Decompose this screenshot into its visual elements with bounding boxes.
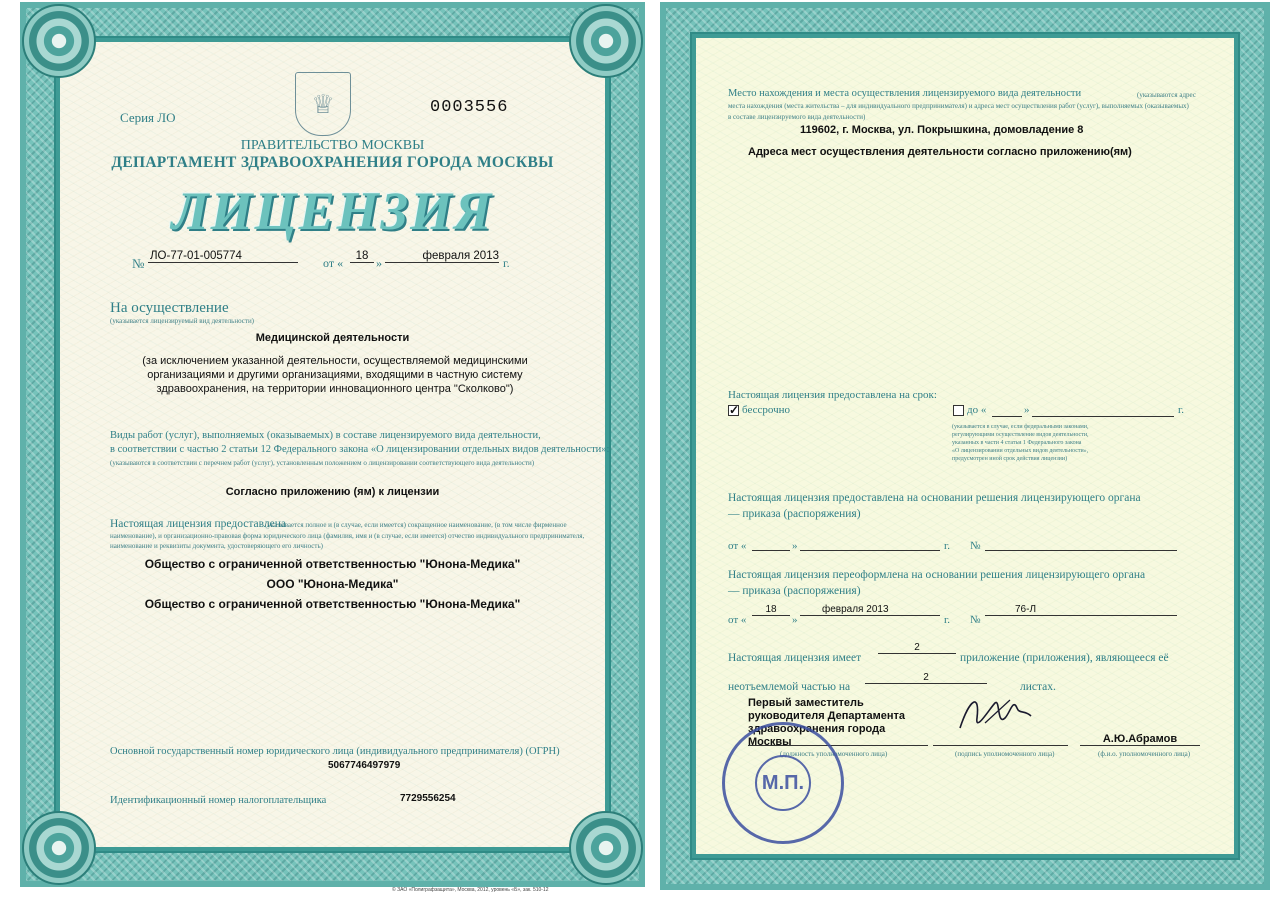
- series-label: Серия ЛО: [120, 110, 176, 125]
- license-number: ЛО-77-01-005774: [148, 250, 298, 263]
- basis-number-field[interactable]: [985, 538, 1177, 551]
- official-seal-icon: [722, 722, 844, 844]
- basis-date-prefix: от «: [728, 540, 747, 552]
- date-close: »: [376, 256, 382, 270]
- reissue-heading-line-1: Настоящая лицензия переоформлена на основании решения лицензирующего органа: [728, 569, 1146, 581]
- appendix-text-1: Настоящая лицензия имеет: [728, 652, 862, 664]
- granted-heading: Настоящая лицензия предоставлена: [110, 518, 286, 530]
- term-note-line-3: указанных в части 4 статьи 1 Федерального закона: [952, 440, 1082, 446]
- reissue-number-label: №: [970, 614, 981, 626]
- term-note: [952, 423, 1152, 463]
- signature-note: (подпись уполномоченного лица): [955, 750, 1055, 758]
- name-note: (ф.и.о. уполномоченного лица): [1098, 750, 1191, 758]
- term-note-line-2: регулирующими осуществление видов деятельности,: [952, 432, 1089, 438]
- location-note-2: места нахождения (места жительства – для индивидуального предпринимателя) и адреса мест осуществления работ (услуг), выполняемых (оказываемых): [728, 102, 1189, 110]
- basis-number-label: №: [970, 540, 981, 552]
- appendix-text-2: приложение (приложения), являющееся её: [960, 652, 1169, 664]
- appendix-text-3: неотъемлемой частью на: [728, 681, 851, 693]
- term-indefinite-checkbox[interactable]: ✓: [729, 403, 740, 417]
- appendix-count: 2: [878, 642, 956, 654]
- number-prefix: №: [132, 256, 145, 271]
- term-indefinite-label: бессрочно: [742, 404, 791, 416]
- signer-position: Первый заместитель руководителя Департамента здравоохранения города Москвы: [748, 697, 906, 748]
- basis-heading-line-1: Настоящая лицензия предоставлена на основании решения лицензирующего органа: [728, 492, 1141, 504]
- location-heading: Место нахождения и места осуществления лицензируемого вида деятельности: [728, 88, 1082, 99]
- location-note-3: в составе лицензируемого вида деятельности): [728, 113, 866, 121]
- basis-year-suffix: г.: [944, 540, 951, 552]
- term-until-prefix: до «: [967, 404, 987, 416]
- signature-line: [933, 745, 1068, 746]
- reissue-date-prefix: от «: [728, 614, 747, 626]
- term-until-month-field[interactable]: [1032, 404, 1174, 417]
- granted-note-1: (указывается полное и (в случае, если имеется) сокращенное наименование, (в том числе фирменное: [265, 521, 567, 529]
- position-note: (должность уполномоченного лица): [780, 750, 888, 758]
- addresses-note: Адреса мест осуществления деятельности согласно приложению(ям): [748, 146, 1132, 158]
- license-day: 18: [350, 250, 374, 263]
- works-value: Согласно приложению (ям) к лицензии: [225, 486, 440, 498]
- basis-date-close: »: [792, 540, 798, 552]
- activity-note: (указывается лицензируемый вид деятельности): [110, 317, 255, 325]
- corner-rosette-icon: [22, 4, 96, 78]
- inn-label: Идентификационный номер налогоплательщика: [110, 795, 327, 806]
- corner-rosette-icon: [569, 4, 643, 78]
- activity-value: Медицинской деятельности: [255, 332, 410, 344]
- term-note-line-5: предусмотрен иной срок действия лицензии): [952, 456, 1068, 462]
- organization-short-name: ООО "Юнона-Медика": [266, 577, 399, 591]
- reissue-year-suffix: г.: [944, 614, 951, 626]
- activity-heading: На осуществление: [110, 300, 229, 316]
- basis-month-field[interactable]: [800, 538, 940, 551]
- ogrn-label: Основной государственный номер юридического лица (индивидуального предпринимателя) (ОГРН): [110, 746, 560, 757]
- department-name: ДЕПАРТАМЕНТ ЗДРАВООХРАНЕНИЯ ГОРОДА МОСКВЫ: [111, 154, 554, 171]
- term-note-line-4: «О лицензировании отдельных видов деятельности»,: [952, 448, 1089, 454]
- term-until-day-field[interactable]: [992, 404, 1022, 417]
- stamp-center: М.П.: [755, 755, 811, 811]
- works-heading-line-1: Виды работ (услуг), выполняемых (оказываемых) в составе лицензируемого вида деятельности,: [110, 430, 541, 441]
- date-prefix: от «: [323, 256, 344, 270]
- exclusion-text: (за исключением указанной деятельности, осуществляемой медицинскими организациями и другими организациями, входящими в частную систему здравоохранения, на территории инновационного центра "Сколково"): [142, 355, 528, 395]
- printer-note: © ЗАО «Полиграфзащита», Москва, 2012, уровень «Б», зак. 510-12: [392, 887, 549, 893]
- document-title: ЛИЦЕНЗИЯ: [171, 181, 494, 241]
- serial-number: 0003556: [430, 98, 509, 117]
- reissue-date-close: »: [792, 614, 798, 626]
- appendix-text-4: листах.: [1020, 681, 1056, 693]
- license-month-year: февраля 2013: [385, 250, 499, 263]
- basis-day-field[interactable]: [752, 538, 790, 551]
- signer-name: А.Ю.Абрамов: [1080, 733, 1200, 746]
- appendix-sheets: 2: [865, 672, 987, 684]
- reissue-day: 18: [752, 604, 790, 616]
- organization-full-name: Общество с ограниченной ответственностью "Юнона-Медика": [144, 557, 521, 571]
- date-suffix: г.: [503, 256, 510, 270]
- term-until-close: »: [1024, 404, 1030, 416]
- address: 119602, г. Москва, ул. Покрышкина, домовладение 8: [800, 124, 1084, 136]
- handwritten-signature-icon: [955, 688, 1035, 738]
- government-name: ПРАВИТЕЛЬСТВО МОСКВЫ: [240, 138, 425, 153]
- granted-note-3: наименование и реквизиты документа, удостоверяющего его личность): [110, 542, 323, 550]
- granted-note-2: наименование), и организационно-правовая форма юридического лица (фамилия, имя и (в случае, если имеется) отчество индивидуального предпринимателя,: [110, 532, 585, 540]
- corner-rosette-icon: [22, 811, 96, 885]
- term-until-checkbox[interactable]: [953, 405, 964, 416]
- basis-heading-line-2: — приказа (распоряжения): [728, 508, 861, 520]
- corner-rosette-icon: [569, 811, 643, 885]
- term-until-suffix: г.: [1178, 404, 1185, 416]
- reissue-month-year: февраля 2013: [800, 604, 940, 616]
- location-note-1: (указываются адрес: [1137, 91, 1196, 99]
- inn-value: 7729556254: [400, 793, 456, 804]
- ogrn-value: 5067746497979: [328, 760, 401, 771]
- reissue-number: 76-Л: [985, 604, 1177, 616]
- works-heading-line-2: в соответствии с частью 2 статьи 12 Федерального закона «О лицензировании отдельных видов деятельности»:: [110, 444, 610, 455]
- organization-full-name-repeat: Общество с ограниченной ответственностью "Юнона-Медика": [144, 597, 521, 611]
- coat-of-arms-icon: ♕: [295, 72, 351, 136]
- term-note-line-1: (указывается в случае, если федеральными законами,: [952, 424, 1089, 430]
- reissue-heading-line-2: — приказа (распоряжения): [728, 585, 861, 597]
- works-note: (указываются в соответствии с перечнем работ (услуг), установленным положением о лицензировании соответствующего вида деятельности): [110, 459, 535, 467]
- term-heading: Настоящая лицензия предоставлена на срок:: [728, 389, 937, 401]
